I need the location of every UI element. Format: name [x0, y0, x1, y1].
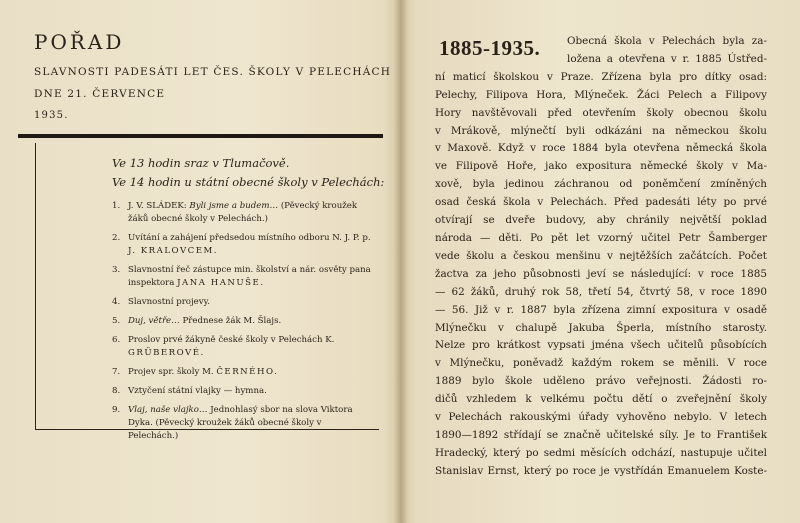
program-item-text: Uvítání a zahájení předsedou místního odboru N. J. P. p.	[128, 233, 371, 243]
history-line: Mlýnečku v chalupě Jakuba Šperla, místního starosty.	[435, 321, 767, 334]
program-item-person: ČERNÉHO.	[216, 367, 279, 377]
history-line: národa — děti. Po pět let vzorný učitel Petr Šamberger	[435, 231, 767, 244]
program-item-number: 3.	[112, 265, 121, 275]
program-item-number: 4.	[112, 297, 121, 307]
history-line: Hory navštěvovali před otevřením školy obecnou školu	[435, 106, 767, 119]
program-item-text: (Pěvecký kroužek žáků obecné školy v Pelechách.)	[128, 201, 358, 224]
program-item-text: Jednohlasý sbor na slova Viktora Dyka. (Pěvecký kroužek žáků obecné školy v Pelechách.)	[128, 405, 353, 441]
program-item	[112, 404, 374, 443]
history-line: Nelze pro krátkost vypsati jména všech učitelů působících	[435, 339, 767, 352]
heavy-divider	[18, 134, 383, 138]
program-item-text: Přednese žák M. Šlajs.	[179, 316, 282, 326]
history-text	[435, 33, 767, 481]
event-subtitle: SLAVNOSTI PADESÁTI LET ČES. ŠKOLY V PELECHÁCH	[34, 66, 392, 78]
history-line: ve Filipově Hoře, jako expositura německé školy v Ma-	[435, 160, 767, 173]
program-item	[112, 366, 374, 379]
program-item	[112, 385, 374, 398]
history-line: vede školu a českou menšinu v nejtěžších začátcích. Počet	[435, 249, 767, 262]
program-item-work-title: Duj, větře…	[128, 316, 180, 326]
program-item-number: 2.	[112, 233, 121, 243]
program-item-person: JANA HANUŠE.	[177, 278, 265, 288]
program-item	[112, 232, 374, 258]
program-item-number: 8.	[112, 386, 121, 396]
program-item-text: Slavnostní řeč zástupce min. školství a nár. osvěty pana inspektora	[128, 265, 371, 288]
program-item-person: GRÜBEROVÉ.	[128, 348, 205, 358]
program-item-text: Proslov prvé žákyně české školy v Pelechách K.	[128, 335, 335, 345]
history-line: ní maticí školskou v Praze. Zřízena byla pro dítky osad:	[435, 70, 767, 83]
history-line: 1890—1892 střídají se značně učitelské síly. Je to František	[435, 428, 767, 441]
history-line: — 56. Již v r. 1887 byla zřízena zimní expositura v osadě	[435, 303, 767, 316]
program-item-number: 9.	[112, 405, 121, 415]
history-line: — 62 žáků, druhý rok 58, třetí 54, čtvrtý 58, v roce 1890	[435, 285, 767, 298]
history-line: 1889 bylo škole uděleno právo veřejnosti. Žádosti ro-	[435, 375, 767, 388]
history-line: v Mrákově, mlýnečtí byli odkázáni na německou školu	[435, 124, 767, 137]
history-line: v Pelechách rakouskými úřady vyhověno nebylo. V letech	[435, 411, 767, 424]
program-list	[112, 200, 374, 449]
program-item-text: Projev spr. školy M.	[128, 367, 217, 377]
program-item-number: 6.	[112, 335, 121, 345]
history-line: dičů vzhledem k velkému počtu dětí o zveřejnění školy	[435, 393, 767, 406]
history-line: žactva za jeho působnosti jeví se následující: v roce 1885	[435, 267, 767, 280]
history-line: xově, byla jedinou záchranou od poněmčení zmíněných	[435, 178, 767, 191]
program-item-work-title: Byli jsme a budem…	[189, 201, 279, 211]
program-item	[112, 296, 374, 309]
history-line: Obecná škola v Pelechách byla za-	[567, 35, 767, 47]
anniversary-heading: 1885-1935.	[439, 36, 541, 60]
history-line: Hradecký, který po sedmi měsících odchází, nastupuje učitel	[435, 446, 767, 459]
history-line: osad česká škola v Pelechách. Před padesáti léty po prvé	[435, 196, 767, 209]
program-item-number: 7.	[112, 367, 121, 377]
history-line: Pelechy, Filipova Hora, Mlýneček. Žáci Pelech a Filipovy	[435, 88, 767, 101]
program-item-text: Vztyčení státní vlajky — hymna.	[128, 386, 267, 396]
program-item	[112, 264, 374, 290]
program-intro-line: Ve 13 hodin sraz v Tlumačově.	[112, 156, 290, 170]
page-title: POŘAD	[34, 30, 125, 54]
program-item-person: J. KRALOVCEM.	[128, 246, 219, 256]
program-item-text: Slavnostní projevy.	[128, 297, 211, 307]
program-item-text: J. V. SLÁDEK:	[128, 201, 190, 211]
program-intro-line: Ve 14 hodin u státní obecné školy v Pelechách:	[112, 175, 385, 189]
program-item	[112, 200, 374, 226]
program-item	[112, 315, 374, 328]
history-line: v Mlýnečku, poněvadž každým rokem se měnili. V roce	[435, 357, 767, 370]
program-item	[112, 334, 374, 360]
history-line: v Maxově. Když v roce 1884 byla otevřena německá škola	[435, 142, 767, 155]
program-item-number: 5.	[112, 316, 121, 326]
program-item-number: 1.	[112, 201, 121, 211]
event-year: 1935.	[34, 110, 69, 121]
book-gutter	[394, 0, 408, 523]
history-line: otvírají se dveře budovy, aby chránily největší poklad	[435, 214, 767, 227]
event-date: DNE 21. ČERVENCE	[34, 88, 166, 100]
history-line: Stanislav Ernst, který po roce je vystřídán Emanuelem Koste-	[435, 464, 767, 477]
history-line: ložena a otevřena v r. 1885 Ústřed-	[567, 52, 767, 65]
program-item-work-title: Vlaj, naše vlajko…	[128, 405, 208, 415]
